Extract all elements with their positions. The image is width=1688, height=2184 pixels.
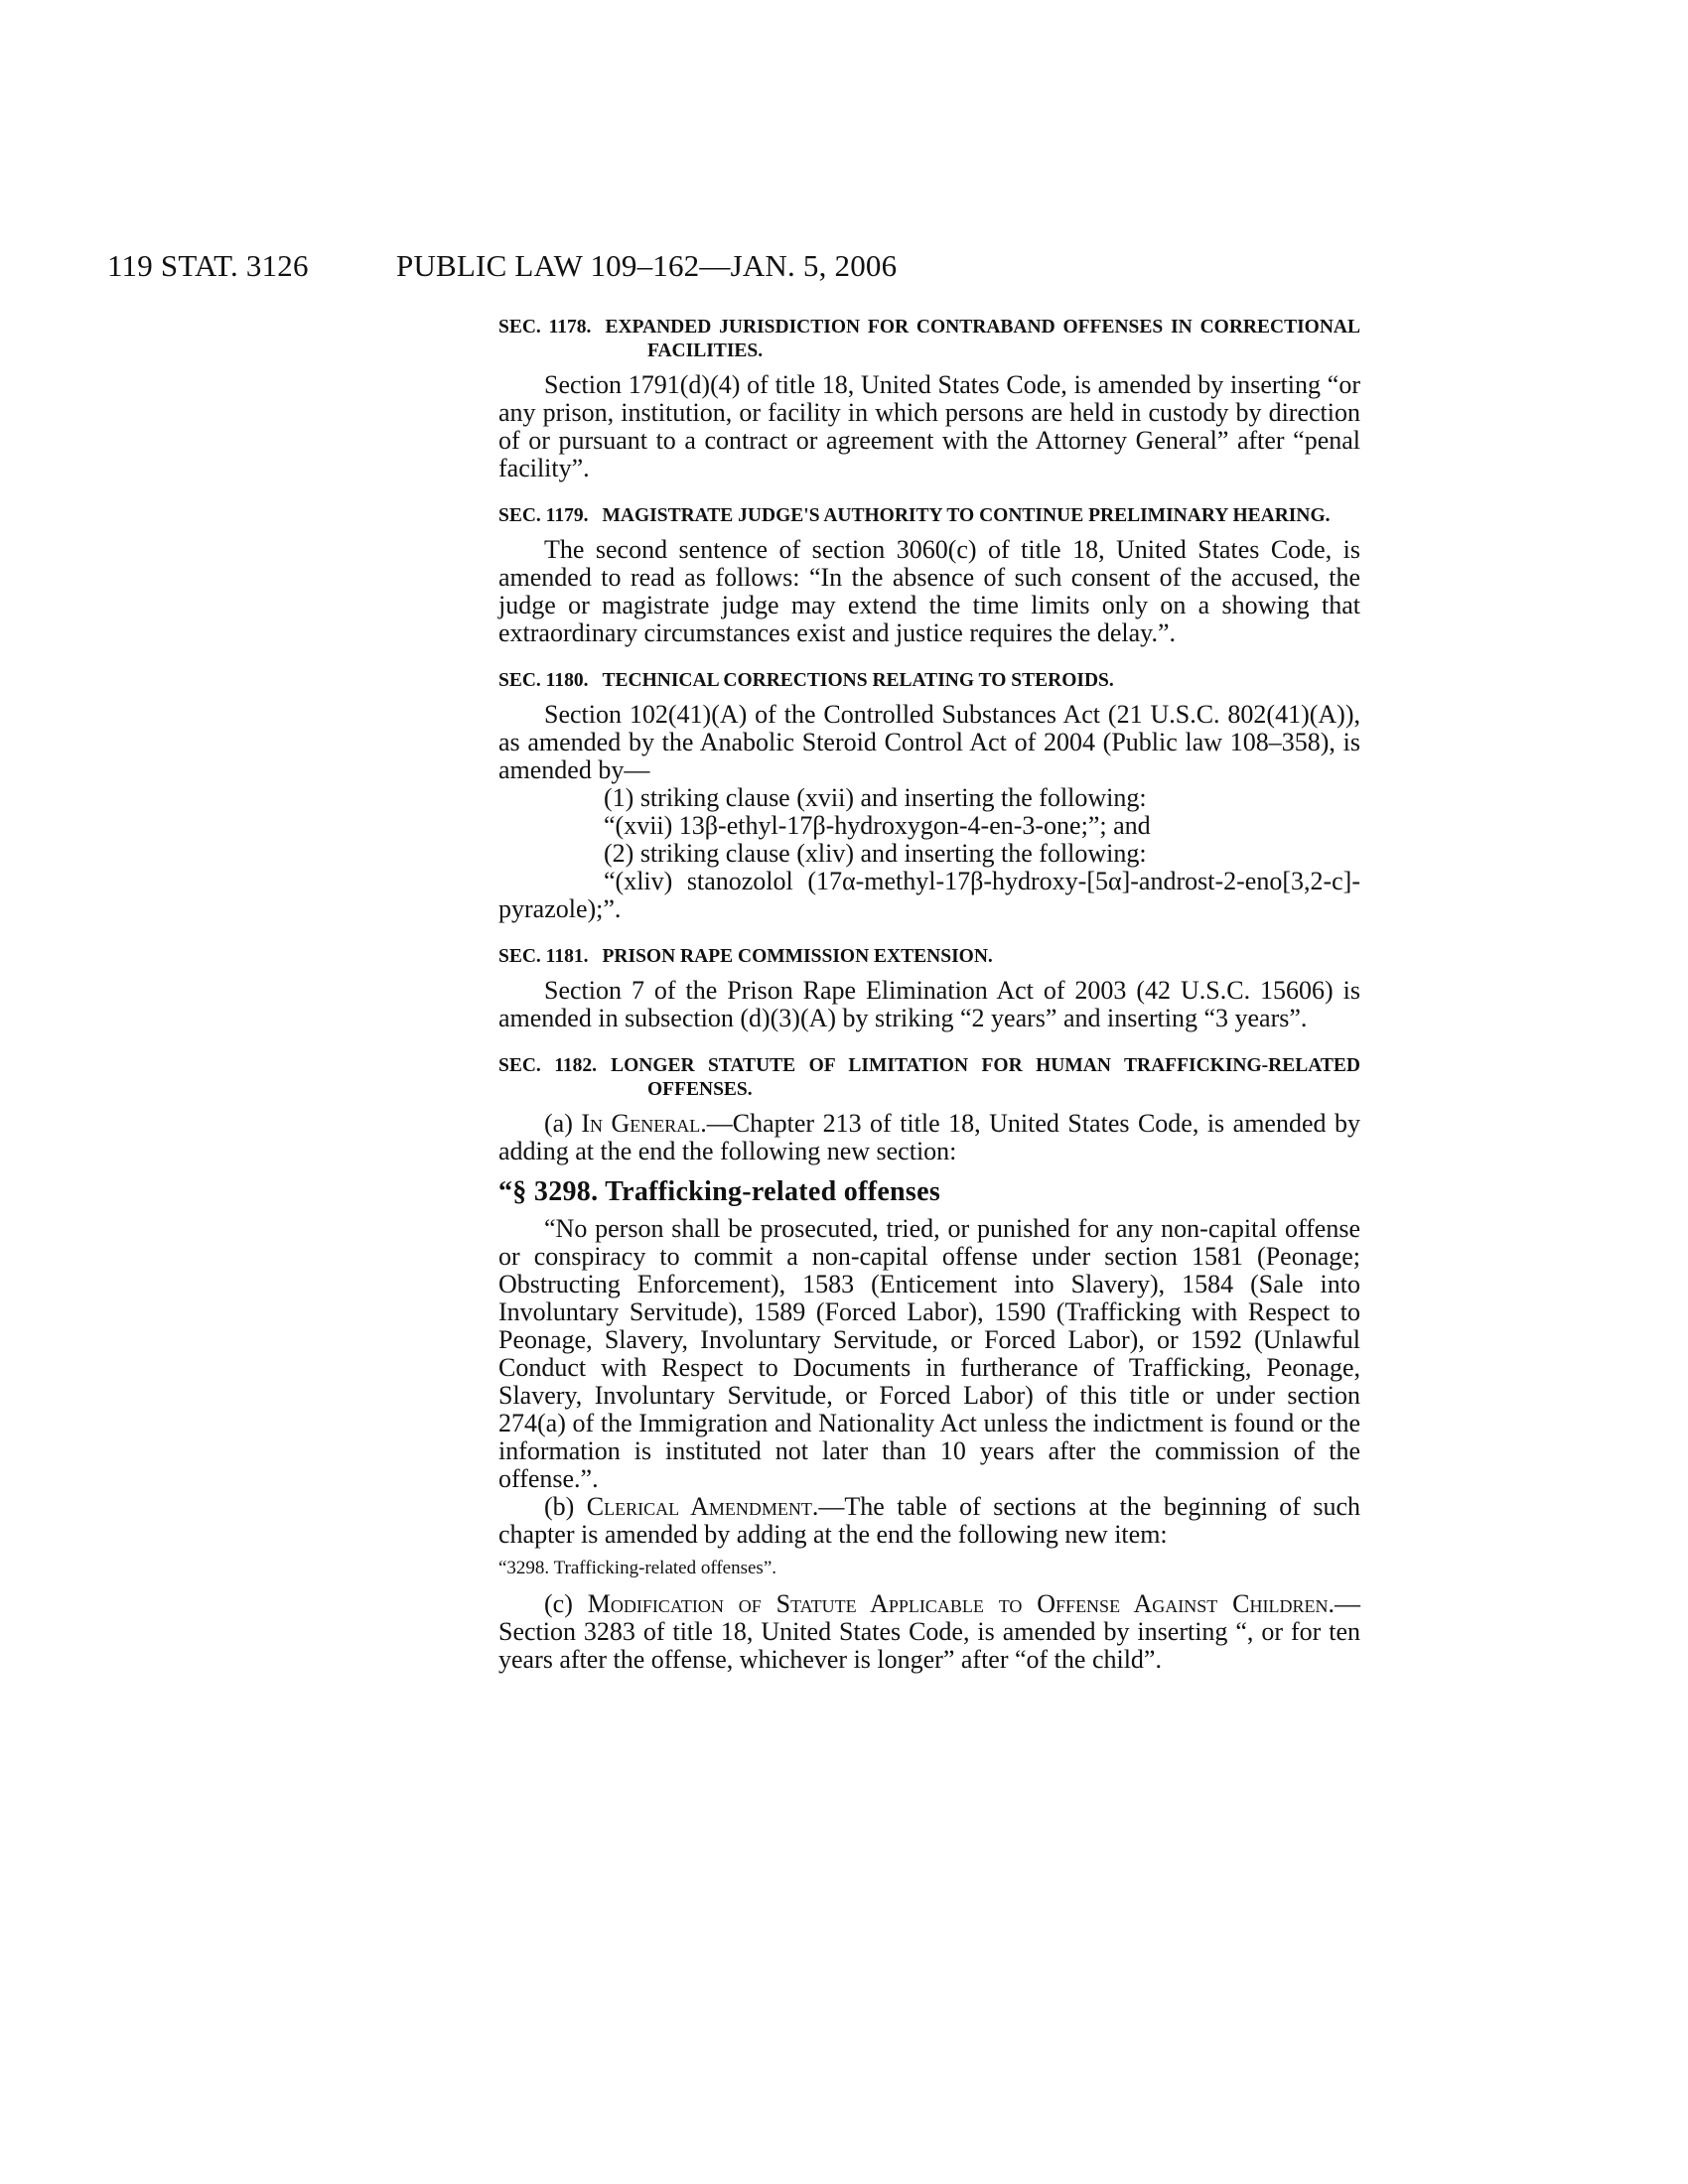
section-text-1179: The second sentence of section 3060(c) of title 18, United States Code, is amended to read as follows: “In the absence of such consent of the accused, the judge or magistrate judge may extend the time limits only on a showing that extraordinary circumstances exist and justice requires the delay.”.: [498, 535, 1360, 647]
section-title: MAGISTRATE JUDGE'S AUTHORITY TO CONTINUE PRELIMINARY HEARING.: [602, 505, 1331, 526]
section-heading-1178: [498, 316, 1360, 363]
section-text-1180: Section 102(41)(A) of the Controlled Substances Act (21 U.S.C. 802(41)(A)), as amended by the Anabolic Steroid Control Act of 2004 (Public law 108–358), is amended by—: [498, 700, 1360, 784]
subsection-c-label: (c): [544, 1589, 588, 1618]
section-title: PRISON RAPE COMMISSION EXTENSION.: [602, 946, 993, 967]
section-number: SEC. 1179.: [498, 505, 589, 526]
subsection-a-caption: In General: [581, 1109, 701, 1138]
amendment-item-2: (2) striking clause (xliv) and inserting the following:: [604, 839, 1147, 868]
section-number: SEC. 1182.: [498, 1055, 598, 1076]
section-title: TECHNICAL CORRECTIONS RELATING TO STEROIDS.: [602, 670, 1114, 691]
subsection-c-caption: Modification of Statute Applicable to Offense Against Children: [587, 1589, 1329, 1618]
section-text-1178: Section 1791(d)(4) of title 18, United States Code, is amended by inserting “or any prison, institution, or facility in which persons are held in custody by direction of or pursuant to a contract or agreement with the Attorney General” after “penal facility”.: [498, 370, 1360, 482]
section-heading-1182: [498, 1054, 1360, 1102]
amendment-quote-1: “(xvii) 13β-ethyl-17β-hydroxygon-4-en-3-one;”; and: [604, 811, 1151, 840]
subsection-c-text: .—Section 3283 of title 18, United States Code, is amended by inserting “, or for ten years after the offense, whichever is longer” after “of the child”.: [498, 1589, 1360, 1674]
section-number: SEC. 1178.: [498, 317, 592, 338]
subsection-a-text: .—Chapter 213 of title 18, United States Code, is amended by adding at the end the following new section:: [498, 1109, 1360, 1165]
subsection-a-label: (a): [544, 1109, 582, 1138]
section-heading-1180: [498, 669, 1360, 693]
new-section-3298-text: “No person shall be prosecuted, tried, or punished for any non-capital offense or conspiracy to commit a non-capital offense under section 1581 (Peonage; Obstructing Enforcement), 1583 (Enticement into Slavery), 1584 (Sale into Involuntary Servitude), 1589 (Forced Labor), 1590 (Trafficking with Respect to Peonage, Slavery, Involuntary Servitude, or Forced Labor), or 1592 (Unlawful Conduct with Respect to Documents in furtherance of Trafficking, Peonage, Slavery, Involuntary Servitude, or Forced Labor) of this title or under section 274(a) of the Immigration and Nationality Act unless the indictment is found or the information is instituted not later than 10 years after the commission of the offense.”.: [498, 1214, 1360, 1493]
subsection-b-caption: Clerical Amendment: [586, 1492, 812, 1521]
new-section-3298-title: “§ 3298. Trafficking-related offenses: [498, 1176, 941, 1207]
statute-page-number: 119 STAT. 3126: [107, 248, 309, 283]
subsection-b-label: (b): [544, 1492, 587, 1521]
page-content: [498, 316, 1360, 1674]
subsection-b: [498, 1493, 1360, 1549]
section-heading-1181: [498, 945, 1360, 969]
section-heading-1179: [498, 504, 1360, 528]
section-title: LONGER STATUTE OF LIMITATION FOR HUMAN TRAFFICKING-RELATED OFFENSES.: [611, 1055, 1360, 1100]
subsection-c: [498, 1590, 1360, 1674]
amendment-quote-2: “(xliv) stanozolol (17α-methyl-17β-hydroxy-[5α]-androst-2-eno[3,2-c]-pyrazole);”.: [498, 867, 1360, 923]
subsection-b-text: .—The table of sections at the beginning of such chapter is amended by adding at the end the following new item:: [498, 1492, 1360, 1549]
section-number: SEC. 1180.: [498, 670, 589, 691]
section-number: SEC. 1181.: [498, 946, 589, 967]
running-head: [107, 248, 1398, 294]
amendment-item-1: (1) striking clause (xvii) and inserting the following:: [604, 783, 1147, 812]
table-of-sections-item: “3298. Trafficking-related offenses”.: [498, 1558, 776, 1578]
subsection-a: [498, 1110, 1360, 1165]
section-text-1181: Section 7 of the Prison Rape Elimination Act of 2003 (42 U.S.C. 15606) is amended in subsection (d)(3)(A) by striking “2 years” and inserting “3 years”.: [498, 976, 1360, 1032]
section-title: EXPANDED JURISDICTION FOR CONTRABAND OFFENSES IN CORRECTIONAL FACILITIES.: [605, 317, 1361, 361]
law-title: PUBLIC LAW 109–162—JAN. 5, 2006: [396, 248, 898, 283]
